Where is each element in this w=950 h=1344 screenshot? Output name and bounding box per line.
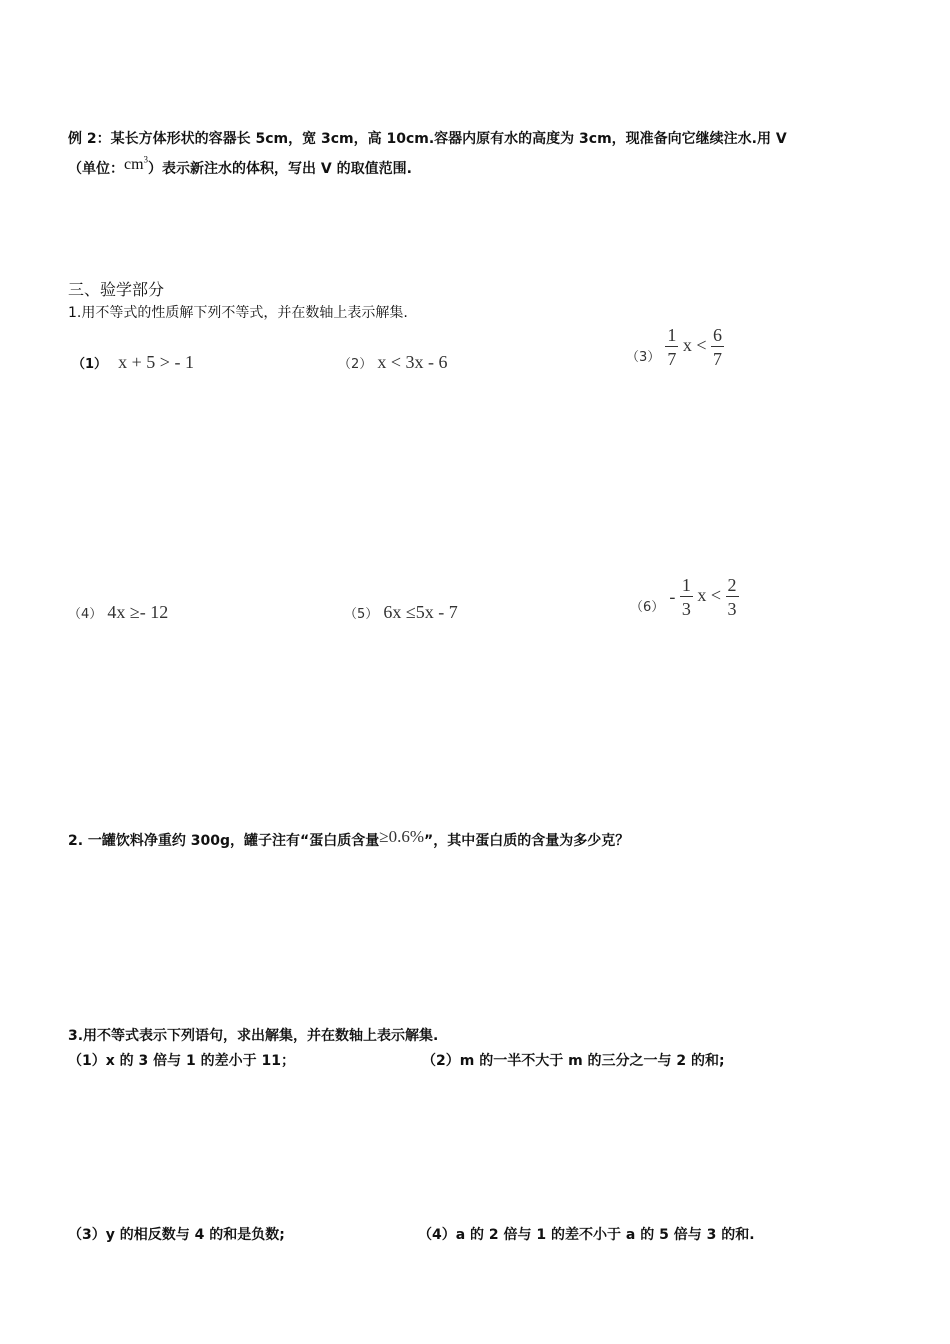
fraction bbox=[680, 576, 693, 618]
problem-4 bbox=[68, 602, 168, 623]
numerator: 1 bbox=[667, 325, 677, 345]
problem-6 bbox=[630, 576, 739, 618]
q2-prefix: 2. 一罐饮料净重约 300g，罐子注有“蛋白质含量 bbox=[68, 833, 380, 849]
q3-item-4: （4）a 的 2 倍与 1 的差不小于 a 的 5 倍与 3 的和. bbox=[418, 1227, 755, 1243]
numerator: 6 bbox=[713, 325, 723, 345]
q3-item-3: （3）y 的相反数与 4 的和是负数; bbox=[68, 1227, 285, 1243]
inequality bbox=[669, 576, 738, 618]
problem-label: （4） bbox=[68, 607, 103, 622]
inequality: 4x ≥- 12 bbox=[107, 602, 169, 622]
example2-suffix: ）表示新注水的体积，写出 V 的取值范围. bbox=[148, 161, 412, 177]
problem-1 bbox=[72, 352, 194, 373]
example2-line2 bbox=[68, 154, 412, 178]
fraction bbox=[665, 326, 678, 368]
problem-label: （1） bbox=[72, 357, 108, 372]
numerator: 2 bbox=[727, 575, 737, 595]
problem-5 bbox=[344, 602, 458, 623]
problem-label: （6） bbox=[630, 600, 665, 615]
numerator: 1 bbox=[681, 575, 691, 595]
inequality bbox=[665, 326, 724, 368]
unit-exponent: 3 bbox=[143, 154, 149, 165]
denominator: 7 bbox=[667, 349, 677, 369]
inequality-middle: x < bbox=[682, 335, 707, 356]
question-2 bbox=[68, 827, 630, 850]
inequality: x + 5 > - 1 bbox=[118, 352, 194, 372]
q2-math: ≥0.6% bbox=[379, 827, 425, 846]
example2-line1: 例 2：某长方体形状的容器长 5cm，宽 3cm，高 10cm.容器内原有水的高度为 3cm，现准备向它继续注水.用 V bbox=[68, 131, 787, 147]
unit-text bbox=[124, 156, 148, 173]
problem-2 bbox=[338, 352, 448, 373]
q3-item-2: （2）m 的一半不大于 m 的三分之一与 2 的和; bbox=[422, 1053, 725, 1069]
denominator: 3 bbox=[681, 599, 691, 619]
denominator: 3 bbox=[727, 599, 737, 619]
q3-item-1: （1）x 的 3 倍与 1 的差小于 11； bbox=[68, 1053, 295, 1069]
inequality-middle: x < bbox=[697, 585, 722, 606]
section-title: 三、验学部分 bbox=[68, 280, 165, 299]
inequality: x < 3x - 6 bbox=[377, 352, 448, 372]
minus-sign: - bbox=[669, 586, 676, 607]
unit-base: cm bbox=[124, 156, 144, 173]
example2-prefix: （单位： bbox=[68, 161, 124, 177]
problem-3 bbox=[626, 326, 724, 368]
q2-suffix: ”，其中蛋白质的含量为多少克？ bbox=[424, 833, 630, 849]
q3-intro: 3.用不等式表示下列语句，求出解集，并在数轴上表示解集. bbox=[68, 1028, 439, 1044]
inequality: 6x ≤5x - 7 bbox=[383, 602, 458, 622]
problem-label: （5） bbox=[344, 607, 379, 622]
problem-label: （3） bbox=[626, 350, 661, 365]
problem-label: （2） bbox=[338, 357, 373, 372]
q1-intro: 1.用不等式的性质解下列不等式，并在数轴上表示解集. bbox=[68, 305, 408, 321]
fraction bbox=[711, 326, 724, 368]
fraction bbox=[726, 576, 739, 618]
denominator: 7 bbox=[713, 349, 723, 369]
